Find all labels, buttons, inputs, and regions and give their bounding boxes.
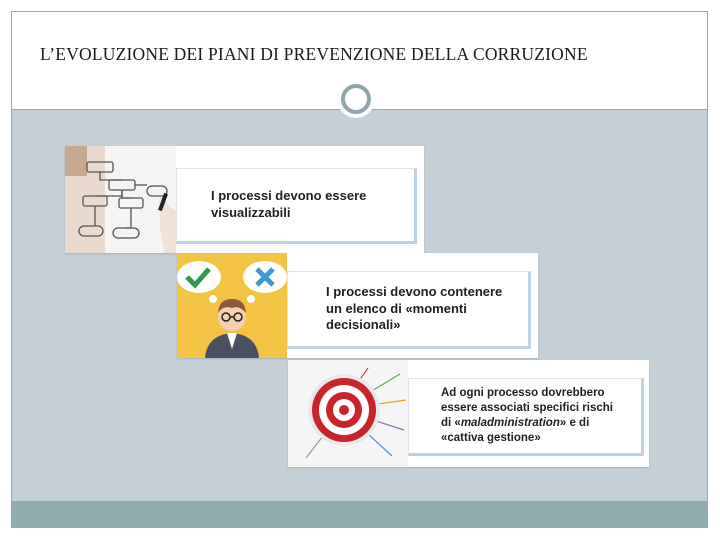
card-text-fragment: » e di — [559, 417, 590, 429]
card-text-box — [408, 378, 644, 456]
thinking-man-check-cross-icon — [177, 253, 287, 358]
card-rischi — [288, 360, 649, 467]
card-visualizzabili — [65, 146, 424, 253]
card-text-line: I processi devono contenere — [326, 283, 503, 299]
card-momenti-decisionali — [177, 253, 538, 358]
card-text-box — [287, 271, 531, 349]
target-arrows-icon — [288, 360, 408, 467]
slide-title: L’EVOLUZIONE DEI PIANI DI PREVENZIONE DELLA CORRUZIONE — [40, 44, 588, 64]
card-text-line: «cattiva gestione» — [441, 431, 541, 444]
card-text-line: un elenco di «momenti — [326, 300, 467, 316]
flowchart-hand-icon — [65, 146, 176, 253]
card-text-emphasis: maladministration — [460, 417, 560, 429]
card-text — [441, 386, 613, 446]
card-text-line: Ad ogni processo dovrebbero — [441, 387, 605, 400]
divider-ring-icon — [337, 80, 375, 118]
card-text — [211, 188, 366, 222]
card-text-line: visualizzabili — [211, 205, 291, 220]
card-text-box — [176, 168, 417, 244]
card-text — [326, 284, 502, 335]
footer-band — [12, 501, 707, 527]
card-text-fragment: di « — [441, 417, 461, 429]
slide-frame — [11, 11, 708, 528]
card-text-line: decisionali» — [326, 317, 401, 333]
card-text-line: essere associati specifici rischi — [441, 402, 613, 415]
card-text-line: I processi devono essere — [211, 188, 367, 204]
